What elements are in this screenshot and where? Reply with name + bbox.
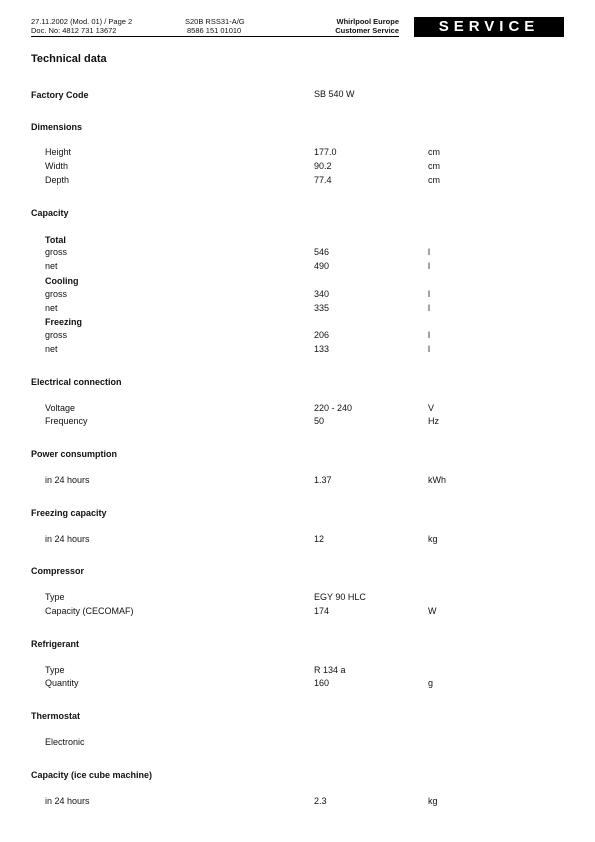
- row-unit: W: [428, 606, 437, 616]
- header-rule: [31, 36, 399, 37]
- factory-code-row: [31, 88, 551, 100]
- row-value: 160: [314, 678, 330, 688]
- row-value: 174: [314, 606, 330, 616]
- section-dimensions: Dimensions: [31, 122, 83, 132]
- row-name: Electronic: [45, 737, 85, 747]
- table-row: [45, 288, 565, 300]
- row-name: Frequency: [45, 416, 88, 426]
- table-row: [45, 160, 565, 172]
- row-unit: cm: [428, 161, 440, 171]
- row-value: 90.2: [314, 161, 332, 171]
- section-electrical: Electrical connection: [31, 377, 122, 387]
- section-ice-cube: Capacity (ice cube machine): [31, 770, 153, 780]
- row-unit: Hz: [428, 416, 439, 426]
- row-name: Width: [45, 161, 69, 171]
- row-unit: l: [428, 330, 430, 340]
- row-name: net: [45, 261, 58, 271]
- section-capacity: Capacity: [31, 208, 69, 218]
- row-value: 220 - 240: [314, 403, 353, 413]
- header-date-line: 27.11.2002 (Mod. 01) / Page 2: [31, 17, 133, 26]
- table-row: [45, 260, 565, 272]
- row-unit: l: [428, 261, 430, 271]
- row-value: 340: [314, 289, 330, 299]
- row-name: in 24 hours: [45, 796, 90, 806]
- row-unit: l: [428, 289, 430, 299]
- table-row: [45, 533, 565, 545]
- row-name: Depth: [45, 175, 70, 185]
- row-name: net: [45, 344, 58, 354]
- row-name: gross: [45, 247, 68, 257]
- table-row: [45, 174, 565, 186]
- table-row: [45, 664, 565, 676]
- table-row: [45, 415, 565, 427]
- row-unit: l: [428, 344, 430, 354]
- table-row: [45, 343, 565, 355]
- capacity-group-freezing: Freezing: [45, 317, 83, 327]
- row-name: Quantity: [45, 678, 79, 688]
- row-unit: l: [428, 303, 430, 313]
- row-value: 546: [314, 247, 330, 257]
- table-row: [45, 591, 565, 603]
- row-name: Voltage: [45, 403, 76, 413]
- table-row: [45, 605, 565, 617]
- header-model-line: S20B RSS31-A/G: [185, 17, 245, 26]
- row-value: 50: [314, 416, 325, 426]
- table-row: [45, 302, 565, 314]
- header-company-line1: Whirlpool Europe: [336, 17, 399, 26]
- row-name: net: [45, 303, 58, 313]
- row-value: 12: [314, 534, 325, 544]
- factory-code-label: Factory Code: [31, 90, 89, 100]
- row-unit: kg: [428, 534, 438, 544]
- table-row: [45, 402, 565, 414]
- row-unit: V: [428, 403, 435, 413]
- row-value: 133: [314, 344, 330, 354]
- row-value: 490: [314, 261, 330, 271]
- row-unit: kg: [428, 796, 438, 806]
- row-name: in 24 hours: [45, 475, 90, 485]
- header-doc-line: Doc. No: 4812 731 13672: [31, 26, 117, 35]
- row-unit: kWh: [428, 475, 446, 485]
- row-name: Capacity (CECOMAF): [45, 606, 134, 616]
- row-unit: cm: [428, 147, 440, 157]
- row-value: 335: [314, 303, 330, 313]
- header-code-line: 8586 151 01010: [187, 26, 242, 35]
- section-power: Power consumption: [31, 449, 118, 459]
- header-model-block: [185, 17, 245, 35]
- row-name: in 24 hours: [45, 534, 90, 544]
- table-row: [45, 246, 565, 258]
- table-row: [45, 329, 565, 341]
- row-name: Height: [45, 147, 72, 157]
- row-unit: g: [428, 678, 434, 688]
- table-row: [45, 736, 565, 748]
- section-freezing-capacity: Freezing capacity: [31, 508, 107, 518]
- header-date-block: [31, 17, 132, 35]
- row-value: EGY 90 HLC: [314, 592, 366, 602]
- service-badge: SERVICE: [414, 17, 564, 37]
- row-value: 206: [314, 330, 330, 340]
- header-company-block: [300, 17, 399, 35]
- row-name: Type: [45, 665, 65, 675]
- section-thermostat: Thermostat: [31, 711, 81, 721]
- row-value: 2.3: [314, 796, 327, 806]
- table-row: [45, 146, 565, 158]
- table-row: [45, 474, 565, 486]
- row-unit: cm: [428, 175, 440, 185]
- table-row: [45, 795, 565, 807]
- section-compressor: Compressor: [31, 566, 85, 576]
- row-value: R 134 a: [314, 665, 346, 675]
- row-value: 77.4: [314, 175, 332, 185]
- capacity-group-total: Total: [45, 235, 66, 245]
- row-value: 1.37: [314, 475, 332, 485]
- factory-code-value: SB 540 W: [314, 89, 355, 99]
- table-row: [45, 677, 565, 689]
- capacity-group-cooling: Cooling: [45, 276, 79, 286]
- row-name: Type: [45, 592, 65, 602]
- row-unit: l: [428, 247, 430, 257]
- row-name: gross: [45, 330, 68, 340]
- page-title: Technical data: [31, 53, 107, 65]
- row-value: 177.0: [314, 147, 337, 157]
- section-refrigerant: Refrigerant: [31, 639, 80, 649]
- header-company-line2: Customer Service: [335, 26, 399, 35]
- row-name: gross: [45, 289, 68, 299]
